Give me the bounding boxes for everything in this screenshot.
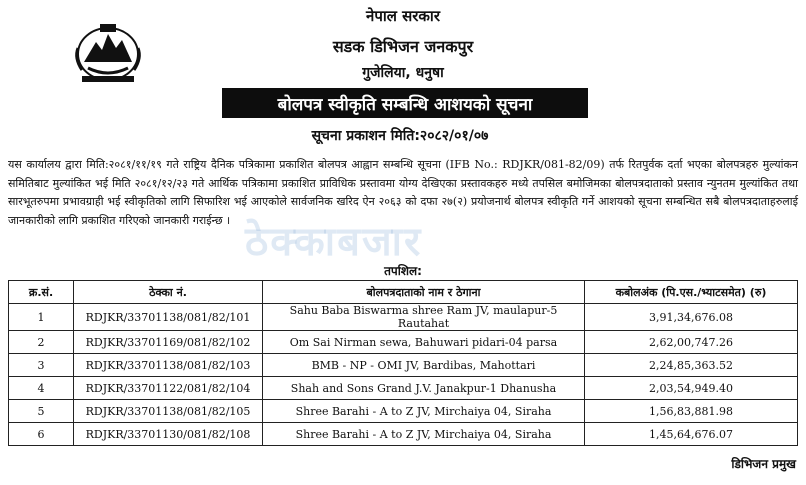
cell-contract-no: RDJKR/33701130/081/82/108 [74,423,263,446]
cell-amount: 2,62,00,747.26 [585,331,798,354]
cell-contract-no: RDJKR/33701122/081/82/104 [74,377,263,400]
office-name: सडक डिभिजन जनकपुर [332,37,474,56]
table-header-row [9,281,798,304]
cell-bidder: BMB - NP - OMI JV, Bardibas, Mahottari [263,354,585,377]
cell-amount: 3,91,34,676.08 [585,304,798,331]
notice-title: बोलपत्र स्वीकृति सम्बन्धि आशयको सूचना [222,88,588,118]
notice-header [0,0,806,150]
col-header-contract-no: ठेक्का नं. [74,281,263,304]
cell-amount: 1,45,64,676.07 [585,423,798,446]
table-row [9,423,798,446]
cell-contract-no: RDJKR/33701138/081/82/103 [74,354,263,377]
table-row [9,400,798,423]
cell-bidder: Shah and Sons Grand J.V. Janakpur-1 Dhanusha [263,377,585,400]
cell-contract-no: RDJKR/33701138/081/82/105 [74,400,263,423]
table-row [9,304,798,331]
col-header-amount: कबोलअंक (पि.एस./भ्याटसमेत) (रु) [585,281,798,304]
signature-label: डिभिजन प्रमुख [731,457,796,471]
publication-date: सूचना प्रकाशन मिति:२०८२/०१/०७ [311,128,489,144]
cell-sn: 3 [9,354,74,377]
cell-sn: 5 [9,400,74,423]
cell-sn: 1 [9,304,74,331]
table-row [9,377,798,400]
bid-table [8,280,798,446]
watermark: ठेक्काबजार [245,219,423,265]
cell-sn: 6 [9,423,74,446]
government-name: नेपाल सरकार [366,7,440,25]
table-row [9,331,798,354]
cell-amount: 1,56,83,881.98 [585,400,798,423]
cell-bidder: Shree Barahi - A to Z JV, Mirchaiya 04, Siraha [263,400,585,423]
cell-bidder: Sahu Baba Biswarma shree Ram JV, maulapur-5 Rautahat [263,304,585,331]
cell-amount: 2,24,85,363.52 [585,354,798,377]
col-header-sn: क्र.सं. [9,281,74,304]
table-row [9,354,798,377]
notice-paragraph: यस कार्यालय द्वारा मिति:२०८१/११/१९ गते राष्ट्रिय दैनिक पत्रिकामा प्रकाशित बोलपत्र आह्वान सम्बन्धि सूचना (IFB No.: RDJKR/081-82/09) तर्फ रितपुर्वक दर्ता भएका बोलपत्रहरु मुल्यांकन समितिबाट मुल्यांकित भई मिति २०८१/१२/२३ गते आर्थिक पत्रिकामा प्रकाशित प्राविधिक प्रस्तावमा योग्य देखिएका प्रस्तावकहरु मध्ये तपसिल बमोजिमका बोलपत्रदाताको प्रस्ताव न्युनतम मुल्यांकित तथा सारभूतरुपमा प्रभावग्राही भई स्वीकृतिको लागि सिफारिश भई आएकोले सार्वजनिक खरिद ऐन २०६३ को दफा २७(२) प्रयोजनार्थ बोलपत्र स्वीकृति गर्ने आशयको सूचना सम्बन्धित सबै बोलपत्रदाताहरुलाई जानकारीको लागि प्रकाशित गरिएको जानकारी गराईन्छ । [8,158,798,227]
details-label: तपशिल: [384,264,422,278]
office-address: गुजेलिया, धनुषा [362,65,444,81]
cell-contract-no: RDJKR/33701138/081/82/101 [74,304,263,331]
cell-sn: 4 [9,377,74,400]
col-header-bidder: बोलपत्रदाताको नाम र ठेगाना [263,281,585,304]
cell-amount: 2,03,54,949.40 [585,377,798,400]
cell-bidder: Om Sai Nirman sewa, Bahuwari pidari-04 parsa [263,331,585,354]
cell-contract-no: RDJKR/33701169/081/82/102 [74,331,263,354]
cell-sn: 2 [9,331,74,354]
cell-bidder: Shree Barahi - A to Z JV, Mirchaiya 04, Siraha [263,423,585,446]
